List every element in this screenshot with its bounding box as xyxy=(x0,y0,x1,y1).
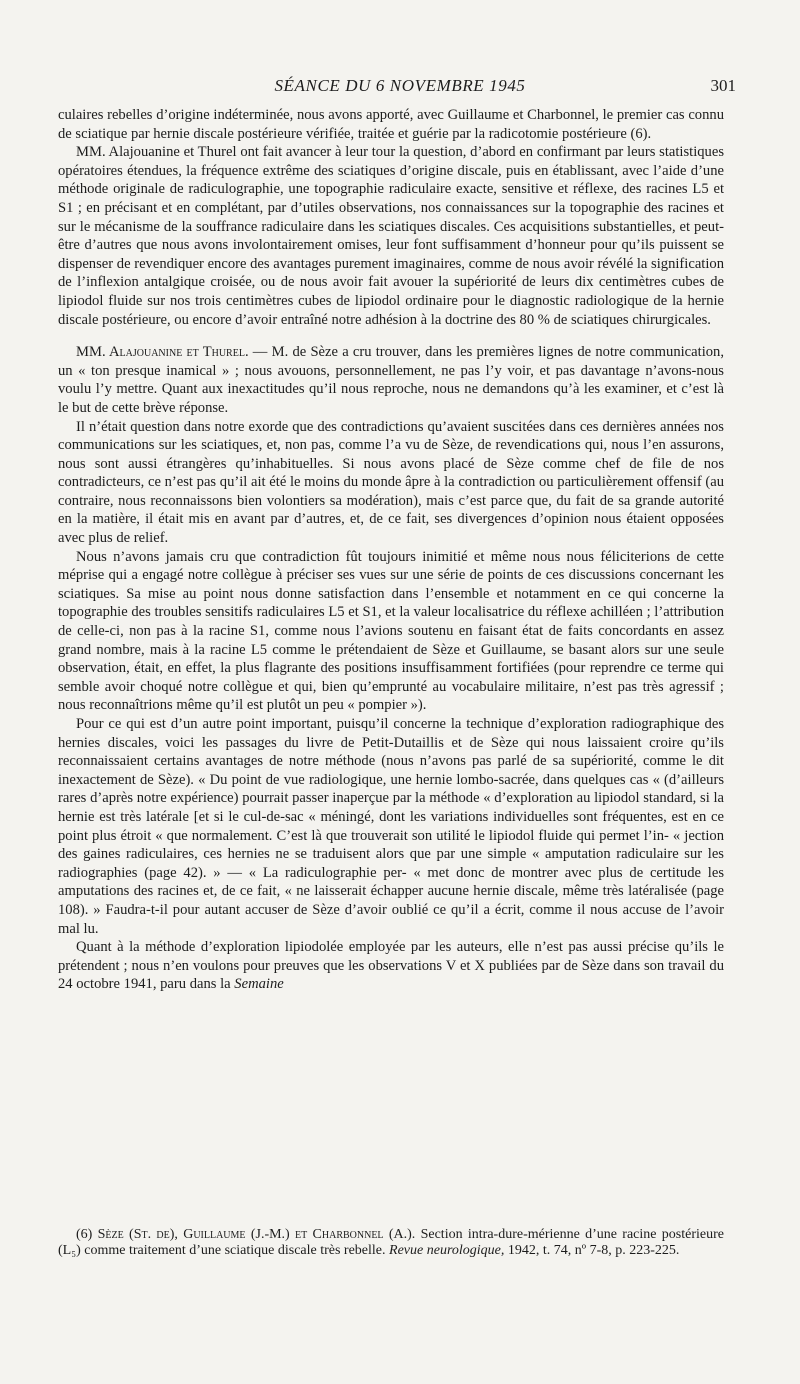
paragraph-continuation: culaires rebelles d’origine indéterminée, nous avons apporté, avec Guillaume et Charbonnel, le premier cas connu de sciatique par hernie discale postérieure vérifiée, traitée et guérie par la radicotomie postérieure (6). xyxy=(58,107,724,142)
page-number: 301 xyxy=(710,76,736,95)
footnote-authors: Sèze (St. de), Guillaume (J.-M.) et Charbonnel (A.). xyxy=(97,1227,416,1242)
body-text xyxy=(58,106,724,994)
footnote-text: Section intra-dure-mérienne d’une racine postérieure (L₅) comme traitement d’une sciatique discale très rebelle. xyxy=(58,1227,724,1258)
running-title: SÉANCE DU 6 NOVEMBRE 1945 xyxy=(274,76,526,95)
paragraph-contradiction: Nous n’avons jamais cru que contradiction fût toujours inimitié et même nous nous féliciterions de cette méprise qui a engagé notre collègue à préciser ses vues sur une série de points de ces discussions concernant les sciatiques. Sa mise au point nous donne satisfaction dans l’ensemble et notamment en ce qui concerne la topographie des troubles sensitifs radiculaires L5 et S1, et la valeur localisatrice du réflexe achilléen ; l’attribution de celle-ci, non pas à la racine S1, comme nous l’avions soutenu en faisant état de faits concordants en assez grand nombre, mais à la racine L5 comme le prétendaient de Sèze et Guillaume, se basant alors sur une seule observation, était, en effet, la plus flagrante des positions insuffisamment fortifiées (pour reprendre ce terme qui semble avoir choqué notre collègue et qui, bien qu’emprunté au vocabulaire militaire, n’est pas très agressif ; nous reconnaîtrions même qu’il est plutôt un peu « pompier »). xyxy=(58,548,724,714)
running-head xyxy=(0,76,800,98)
paragraph-reply-opening xyxy=(58,343,724,417)
footnote-citation: 1942, t. 74, nº 7-8, p. 223-225. xyxy=(504,1243,680,1258)
lipiodol-method-text: Quant à la méthode d’exploration lipiodolée employée par les auteurs, elle n’est pas aussi précise qu’ils le prétendent ; nous n’en voulons pour preuves que les observations V et X publiées par de Sèze dans son travail du 24 octobre 1941, paru dans la xyxy=(58,939,724,993)
footnote-number: (6) xyxy=(76,1227,98,1242)
paragraph-radiographic-technique: Pour ce qui est d’un autre point important, puisqu’il concerne la technique d’exploration radiographique des hernies discales, voici les passages du livre de Petit-Dutaillis et de Sèze qui nous laissaient croire qu’ils reconnaissaient certains avantages de notre méthode (nous n’avons pas parlé de sa supériorité, comme le dit inexactement de Sèze). « Du point de vue radiologique, une hernie lombo-sacrée, dans quelques cas « (d’ailleurs rares d’après notre expérience) pourrait passer inaperçue par la méthode « d’exploration au lipiodol standard, si la hernie est très latérale [et si le cul-de-sac « méningé, dont les variations individuelles sont fréquentes, est en ce point plus étroit « que normalement. C’est là que trouverait son utilité le lipiodol fluide qui permet l’in- « jection des gaines radiculaires, ces hernies ne se traduisent alors que par une simple « amputation radiculaire sur les radiographies (page 42). » — « La radiculographie per- « met donc de montrer avec plus de certitude les amputations des racines et, de ce fait, « ne laisserait échapper aucune hernie discale, même très latéralisée (page 108). » Faudra-t-il pour autant accuser de Sèze d’avoir oublié ce qu’il a écrit, comme il nous accuse de l’avoir mal lu. xyxy=(58,716,724,937)
paragraph-alajouanine-thurel-contributions: MM. Alajouanine et Thurel ont fait avancer à leur tour la question, d’abord en confirmant par leurs statistiques opératoires étendues, la fréquence extrême des sciatiques d’origine discale, puis en établissant, avec l’aide d’une méthode originale de radiculographie, une topographie radiculaire exacte, sensitive et réflexe, des racines L5 et S1 ; en précisant et en complétant, par d’utiles observations, nos connaissances sur la topographie des racines et sur le mécanisme de la souffrance radiculaire dans les sciatiques discales. Ces acquisitions substantielles, et peut-être d’autres que nous avons involontairement omises, leur font suffisamment d’honneur pour qu’ils puissent se dispenser de revendiquer encore des avantages purement imaginaires, comme de nous avoir révélé la signification de l’inflexion antalgique croisée, ou de nous avoir fait avouer la supériorité de leurs dix centimètres cubes de lipiodol fluide sur nos trois centimètres cubes de lipiodol ordinaire pour le diagnostic radiologique de la hernie discale postérieure, ou encore d’avoir entraîné notre adhésion à la doctrine des 80 % de sciatiques chirurgicales. xyxy=(58,144,724,328)
journal-title-semaine: Semaine xyxy=(234,976,284,993)
footnote xyxy=(58,1227,724,1259)
footnote-journal: Revue neurologique, xyxy=(389,1243,505,1258)
paragraph-exorde: Il n’était question dans notre exorde que des contradictions qu’avaient suscitées dans ces dernières années nos communications sur les sciatiques, et, non pas, comme l’a vu de Sèze, de revendications qui, nous l’en assurons, nous sont aussi étrangères qu’inhabituelles. Si nous avons placé de Sèze comme chef de file de nos contradicteurs, ce n’est pas qu’il ait été le moins du monde âpre à la contradiction ou particulièrement offensif (au contraire, nous reconnaissons bien volontiers sa modération), mais c’est parce que, du fait de sa grande autorité en la matière, il était mis en avant par d’autres, et, de ce fait, ses divergences d’opinion nous étaient opposées avec plus de relief. xyxy=(58,418,724,547)
reply-authors: MM. Alajouanine et Thurel. xyxy=(76,344,249,361)
reply-opening-text: — M. de Sèze a cru trouver, dans les premières lignes de notre communication, un « ton presque inamical » ; nous avouons, personnellement, ne pas l’y voir, et pas davantage n’avons-nous voulu l’y mettre. Quant aux inexactitudes qu’il nous reproche, nous ne demandons qu’à les examiner, et c’est là le but de cette brève réponse. xyxy=(58,344,724,416)
footnote-6 xyxy=(58,1227,724,1259)
paragraph-lipiodol-method xyxy=(58,938,724,994)
